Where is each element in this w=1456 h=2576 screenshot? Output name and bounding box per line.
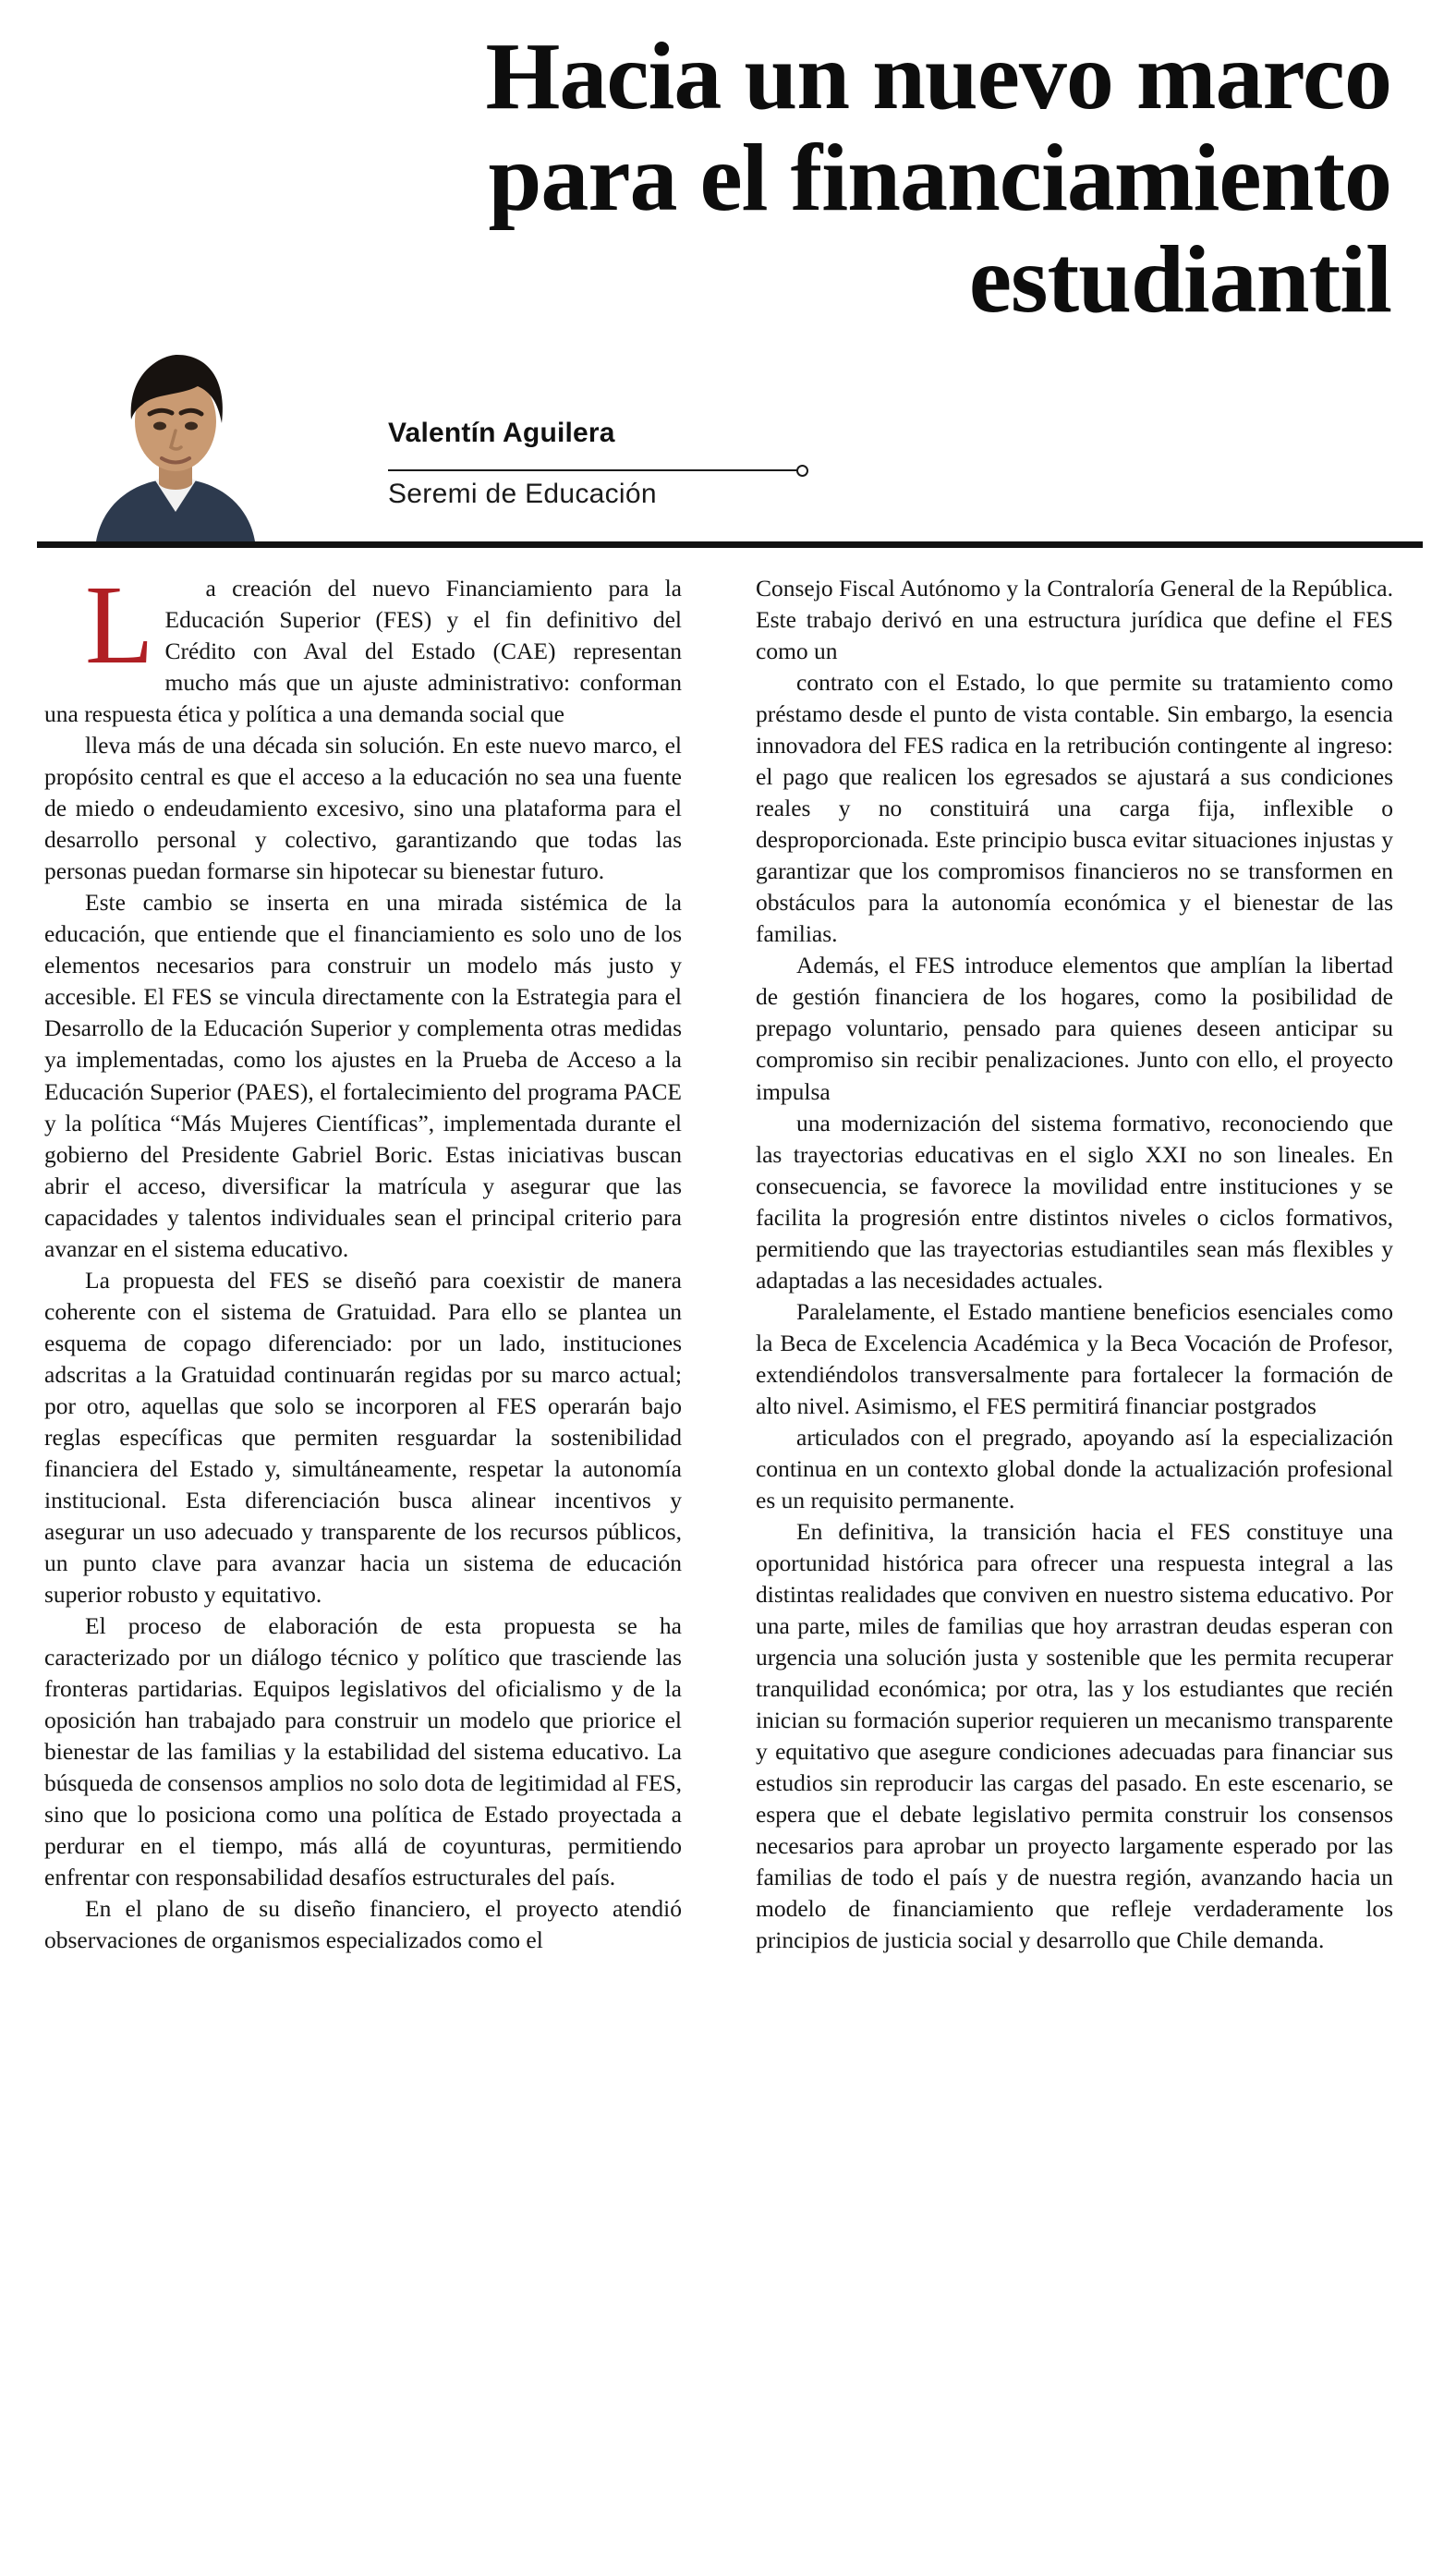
headline-line-3: estudiantil: [968, 226, 1391, 334]
author-name: Valentín Aguilera: [388, 418, 615, 448]
paragraph: En el plano de su diseño financiero, el proyecto atendió observaciones de organismos especializados como el: [44, 1895, 682, 1954]
byline-dot-icon: [796, 465, 808, 477]
article-column-left: [44, 563, 682, 1956]
paragraph: Además, el FES introduce elementos que amplían la libertad de gestión financiera de los hogares, como la posibilidad de prepago voluntario, pensado para quienes deseen anticipar su compromiso sin recibir penalizaciones. Junto con ello, el proyecto impulsa: [756, 952, 1393, 1105]
byline-divider: [388, 469, 802, 471]
headline-line-1: Hacia un nuevo marco: [485, 23, 1391, 129]
column-divider: [719, 577, 721, 2535]
header-rule: [37, 541, 1423, 548]
paragraph: Este cambio se inserta en una mirada sistémica de la educación, que entiende que el financiamiento es solo uno de los elementos necesarios para construir un modelo más justo y accesible. El FES se vincula directamente con la Estrategia para el Desarrollo de la Educación Superior y complementa otras medidas ya implementadas, como los ajustes en la Prueba de Acceso a la Educación Superior (PAES), el fortalecimiento del programa PACE y la política “Más Mujeres Científicas”, implementada durante el gobierno del Presidente Gabriel Boric. Estas iniciativas buscan abrir el acceso, diversificar la matrícula y asegurar que las capacidades y talentos individuales sean el principal criterio para avanzar en el sistema educativo.: [44, 889, 682, 1262]
paragraph: contrato con el Estado, lo que permite su tratamiento como préstamo desde el punto de vista contable. Sin embargo, la esencia innovadora del FES radica en la retribución contingente al ingreso: el pago que realicen los egresados se ajustará a sus condiciones reales y no constituirá una carga fija, inflexible o desproporcionada. Este principio busca evitar situaciones injustas y garantizar que los compromisos financieros no se transformen en obstáculos para la autonomía económica y el bienestar de las familias.: [756, 669, 1393, 948]
author-portrait: [89, 340, 262, 541]
headline-line-2: para el financiamiento: [488, 125, 1391, 232]
page-title: [89, 23, 1391, 334]
author-role: Seremi de Educación: [388, 479, 657, 509]
paragraph: articulados con el pregrado, apoyando así la especialización continua en un contexto global donde la actualización profesional es un requisito permanente.: [756, 1423, 1393, 1513]
paragraph: [44, 563, 682, 730]
paragraph-text: a creación del nuevo Financiamiento para la Educación Superior (FES) y el fin definitivo del Crédito con Aval del Estado (CAE) representan mucho más que un ajuste administrativo: conforman una respuesta ética y política a una demanda social que: [44, 575, 682, 728]
drop-cap: L: [85, 563, 154, 687]
byline: [388, 418, 850, 456]
paragraph: Consejo Fiscal Autónomo y la Contraloría General de la República. Este trabajo derivó en una estructura jurídica que define el FES como un: [756, 575, 1393, 665]
paragraph: El proceso de elaboración de esta propuesta se ha caracterizado por un diálogo técnico y político que trasciende las fronteras partidarias. Equipos legislativos del oficialismo y de la oposición han trabajado para construir un modelo que priorice el bienestar de las familias y la estabilidad del sistema educativo. La búsqueda de consensos amplios no solo dota de legitimidad al FES, sino que lo posiciona como una política de Estado proyectada a perdurar en el tiempo, más allá de coyunturas, permitiendo enfrentar con responsabilidad desafíos estructurales del país.: [44, 1612, 682, 1891]
paragraph: una modernización del sistema formativo, reconociendo que las trayectorias educativas en el siglo XXI no son lineales. En consecuencia, se favorece la movilidad entre instituciones y se facilita la progresión entre distintos niveles o ciclos formativos, permitiendo que las trayectorias estudiantiles sean más flexibles y adaptadas a las necesidades actuales.: [756, 1109, 1393, 1294]
paragraph: lleva más de una década sin solución. En este nuevo marco, el propósito central es que el acceso a la educación no sea una fuente de miedo o endeudamiento excesivo, sino una plataforma para el desarrollo personal y colectivo, garantizando que todas las personas puedan formarse sin hipotecar su bienestar futuro.: [44, 732, 682, 885]
paragraph: La propuesta del FES se diseñó para coexistir de manera coherente con el sistema de Gratuidad. Para ello se plantea un esquema de copago diferenciado: por un lado, instituciones adscritas a la Gratuidad continuarán regidas por su marco actual; por otro, aquellas que solo se incorporen al FES operarán bajo reglas específicas que permiten resguardar la sostenibilidad financiera del Estado y, simultáneamente, respetar la autonomía institucional. Esta diferenciación busca alinear incentivos y asegurar un uso adecuado y transparente de los recursos públicos, un punto clave para avanzar hacia un sistema de educación superior robusto y equitativo.: [44, 1266, 682, 1608]
paragraph: Paralelamente, el Estado mantiene beneficios esenciales como la Beca de Excelencia Académica y la Beca Vocación de Profesor, extendiéndolos transversalmente para fortalecer la formación de alto nivel. Asimismo, el FES permitirá financiar postgrados: [756, 1297, 1393, 1419]
paragraph: En definitiva, la transición hacia el FES constituye una oportunidad histórica para ofrecer una respuesta integral a las distintas realidades que conviven en nuestro sistema educativo. Por una parte, miles de familias que hoy arrastran deudas esperan con urgencia una solución justa y sostenible que les permita recuperar tranquilidad económica; por otra, las y los estudiantes que recién inician su formación superior requieren un mecanismo transparente y equitativo que asegure condiciones adecuadas para financiar sus estudios sin reproducir las cargas del pasado. En este escenario, se espera que el debate legislativo permita construir los consensos necesarios para aprobar un proyecto largamente esperado por las familias de todo el país y de nuestra región, avanzando hacia un modelo de financiamiento que refleje verdaderamente los principios de justicia social y desarrollo que Chile demanda.: [756, 1517, 1393, 1954]
article-column-right: [756, 573, 1393, 1956]
